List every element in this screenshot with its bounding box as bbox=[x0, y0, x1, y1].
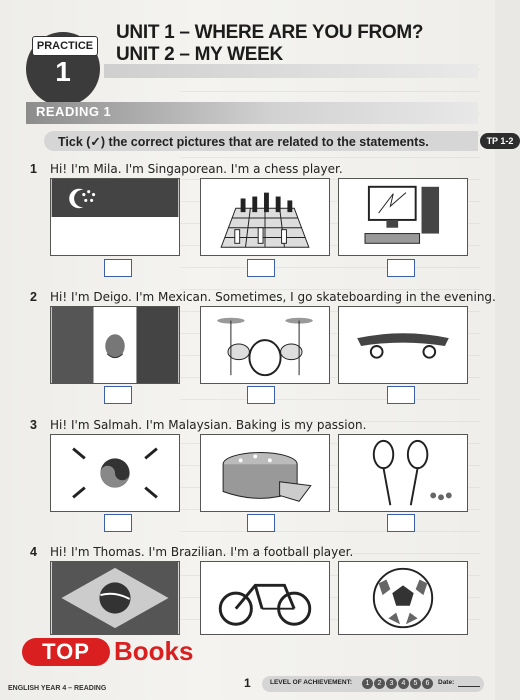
page-title bbox=[116, 22, 423, 66]
badminton-icon[interactable] bbox=[338, 434, 468, 512]
tick-box-2c[interactable] bbox=[387, 386, 415, 404]
date-label: Date: bbox=[438, 679, 455, 686]
level-circle[interactable]: 6 bbox=[422, 678, 433, 689]
question-text: Hi! I'm Mila. I'm Singaporean. I'm a chess player. bbox=[50, 162, 343, 176]
bicycle-icon[interactable] bbox=[200, 561, 330, 635]
unit2-title: UNIT 2 – MY WEEK bbox=[116, 44, 283, 65]
question-number: 1 bbox=[30, 162, 37, 176]
question-text: Hi! I'm Deigo. I'm Mexican. Sometimes, I go skateboarding in the evening. bbox=[50, 290, 496, 304]
football-icon[interactable] bbox=[338, 561, 468, 635]
tick-box-2b[interactable] bbox=[247, 386, 275, 404]
level-circle[interactable]: 4 bbox=[398, 678, 409, 689]
section-bar bbox=[26, 102, 478, 124]
date-field[interactable] bbox=[458, 686, 480, 687]
header-bar bbox=[104, 64, 478, 78]
tp-badge: TP 1-2 bbox=[480, 133, 520, 149]
section-title: READING 1 bbox=[36, 104, 112, 119]
level-circle[interactable]: 1 bbox=[362, 678, 373, 689]
level-of-achievement bbox=[262, 676, 484, 692]
level-circle[interactable]: 5 bbox=[410, 678, 421, 689]
tick-box-1c[interactable] bbox=[387, 259, 415, 277]
tick-box-1b[interactable] bbox=[247, 259, 275, 277]
instruction-text: Tick (✓) the correct pictures that are related to the statements. bbox=[58, 135, 429, 149]
skateboard-icon[interactable] bbox=[338, 306, 468, 384]
south-korea-flag-icon[interactable] bbox=[50, 434, 180, 512]
unit1-title: UNIT 1 – WHERE ARE YOU FROM? bbox=[116, 22, 424, 43]
brand-top: TOP bbox=[22, 638, 110, 666]
practice-label: PRACTICE bbox=[32, 36, 98, 56]
singapore-flag-icon[interactable] bbox=[50, 178, 180, 256]
drum-kit-icon[interactable] bbox=[200, 306, 330, 384]
level-circle[interactable]: 3 bbox=[386, 678, 397, 689]
page-number: 1 bbox=[244, 676, 251, 690]
practice-number: 1 bbox=[55, 56, 71, 87]
cake-icon[interactable] bbox=[200, 434, 330, 512]
mexico-flag-icon[interactable] bbox=[50, 306, 180, 384]
question-number: 4 bbox=[30, 545, 37, 559]
computer-icon[interactable] bbox=[338, 178, 468, 256]
question-number: 2 bbox=[30, 290, 37, 304]
brazil-flag-icon[interactable] bbox=[50, 561, 180, 635]
tick-box-1a[interactable] bbox=[104, 259, 132, 277]
tick-box-3b[interactable] bbox=[247, 514, 275, 532]
question-text: Hi! I'm Salmah. I'm Malaysian. Baking is my passion. bbox=[50, 418, 367, 432]
level-circle[interactable]: 2 bbox=[374, 678, 385, 689]
level-label: LEVEL OF ACHIEVEMENT: bbox=[270, 679, 352, 686]
tick-box-3a[interactable] bbox=[104, 514, 132, 532]
question-number: 3 bbox=[30, 418, 37, 432]
level-circles bbox=[362, 678, 433, 689]
tick-box-2a[interactable] bbox=[104, 386, 132, 404]
brand-books: Books bbox=[114, 636, 194, 666]
footer-subject: ENGLISH YEAR 4 – READING bbox=[8, 685, 107, 692]
question-text: Hi! I'm Thomas. I'm Brazilian. I'm a football player. bbox=[50, 545, 354, 559]
chess-board-icon[interactable] bbox=[200, 178, 330, 256]
tick-box-3c[interactable] bbox=[387, 514, 415, 532]
instruction-bar bbox=[44, 131, 514, 151]
